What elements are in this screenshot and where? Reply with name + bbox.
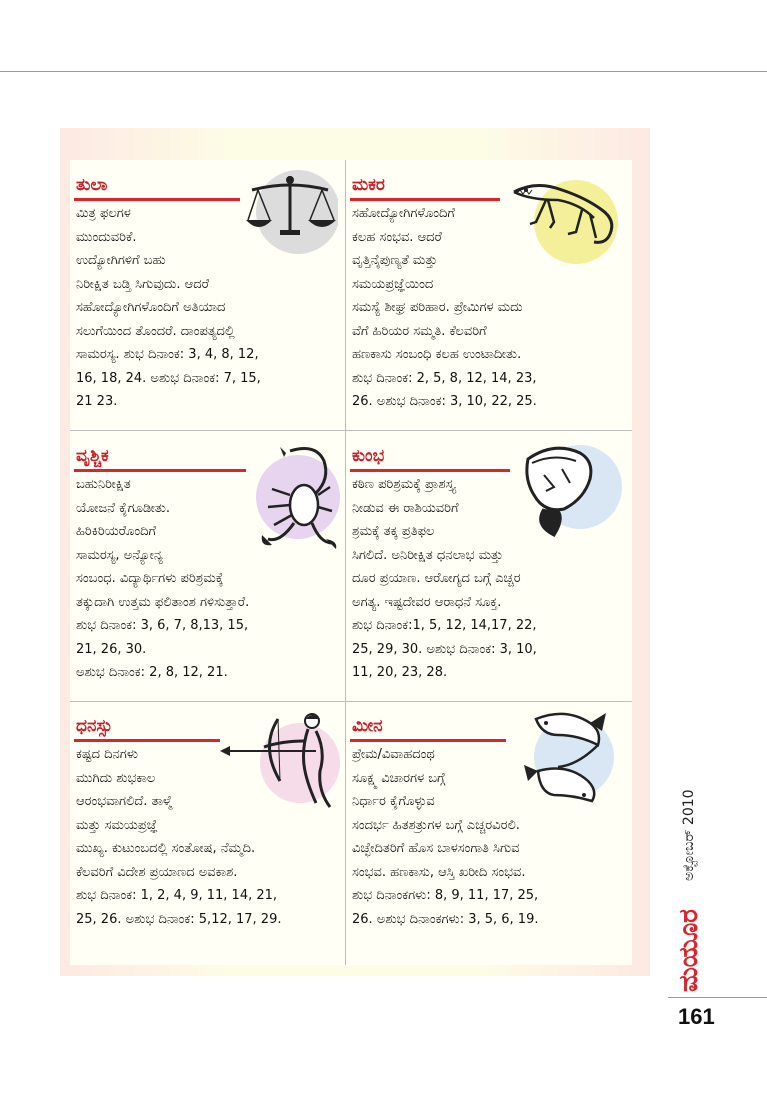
sign-text: ಸಹೋದ್ಯೋಗಿಗಳೊಂದಿಗೆ ಕಲಹ ಸಂಭವ. ಆದರೆ ವೃತ್ತಿನೈಪುಣ್ಯತೆ ಮತ್ತು ಸಮಯಪ್ರಜ್ಞೆಯಿಂದ ಸಮಸ್ಯೆ ಶೀಘ್ರ ಪರಿಹಾರ. ಪ್ರೇಮಿಗಳ ಮದು ವೆಗೆ ಹಿರಿಯರ ಸಮ್ಮತಿ. ಕೆಲವರಿಗೆ ಹಣಕಾಸು ಸಂಬಂಧಿ ಕಲಹ ಉಂಟಾದೀತು. ಶುಭ ದಿನಾಂಕ: 2, 5, 8, 12, 14, 23, 26. ಅಶುಭ ದಿನಾಂಕ: 3, 10, 22, 25. — [352, 206, 537, 409]
top-rule — [0, 71, 767, 72]
issue-date: ಅಕ್ಟೋಬರ್ 2010 — [681, 789, 697, 881]
sign-text: ಪ್ರೇಮ/ವಿವಾಹದಂಥ ಸೂಕ್ಷ್ಮ ವಿಚಾರಗಳ ಬಗ್ಗೆ ನಿರ್ಧಾರ ಕೈಗೊಳ್ಳುವ ಸಂದರ್ಭ ಹಿತಶತ್ರುಗಳ ಬಗ್ಗೆ ಎಚ್ಚರವಿರಲಿ. ವಿಚ್ಛೇದಿತರಿಗೆ ಹೊಸ ಬಾಳಸಂಗಾತಿ ಸಿಗುವ ಸಂಭವ. ಹಣಕಾಸು, ಆಸ್ತಿ ಖರೀದಿ ಸಂಭವ. ಶುಭ ದಿನಾಂಕಗಳು: 8, 9, 11, 17, 25, 26. ಅಶುಭ ದಿನಾಂಕಗಳು: 3, 5, 6, 19. — [352, 747, 539, 927]
sign-title: ಮಕರ — [352, 175, 385, 195]
sign-text: ಮಿತ್ರ ಫಲಗಳ ಮುಂದುವರಿಕೆ. ಉದ್ಯೋಗಿಗಳಿಗೆ ಬಹು ನಿರೀಕ್ಷಿತ ಬಡ್ತಿ ಸಿಗುವುದು. ಆದರೆ ಸಹೋದ್ಯೋಗಿಗಳೊಂದಿಗೆ ಅತಿಯಾದ ಸಲುಗೆಯಿಂದ ತೊಂದರೆ. ದಾಂಪತ್ಯದಲ್ಲಿ ಸಾಮರಸ್ಯ. ಶುಭ ದಿನಾಂಕ: 3, 4, 8, 12, 16, 18, 24. ಅಶುಭ ದಿನಾಂಕ: 7, 15, 21 23. — [76, 206, 261, 409]
sign-text: ಬಹುನಿರೀಕ್ಷಿತ ಯೋಜನೆ ಕೈಗೂಡೀತು. ಹಿರಿಕಿರಿಯರೊಂದಿಗೆ ಸಾಮರಸ್ಯ, ಅನ್ಯೋನ್ಯ ಸಂಬಂಧ. ವಿದ್ಯಾರ್ಥಿಗಳು ಪರಿಶ್ರಮಕ್ಕೆ ತಕ್ಕುದಾಗಿ ಉತ್ತಮ ಫಲಿತಾಂಶ ಗಳಿಸುತ್ತಾರೆ. ಶುಭ ದಿನಾಂಕ: 3, 6, 7, 8,13, 15, 21, 26, 30. ಅಶುಭ ದಿನಾಂಕ: 2, 8, 12, 21. — [76, 477, 250, 680]
sign-title: ಕುಂಭ — [352, 446, 385, 466]
sign-text: ಕಠಿಣ ಪರಿಶ್ರಮಕ್ಕೆ ಪ್ರಾಶಸ್ತ್ಯ ನೀಡುವ ಈ ರಾಶಿಯವರಿಗೆ ಶ್ರಮಕ್ಕೆ ತಕ್ಕ ಪ್ರತಿಫಲ ಸಿಗಲಿದೆ. ಅನಿರೀಕ್ಷಿತ ಧನಲಾಭ ಮತ್ತು ದೂರ ಪ್ರಯಾಣ. ಆರೋಗ್ಯದ ಬಗ್ಗೆ ಎಚ್ಚರ ಅಗತ್ಯ. ಇಷ್ಟದೇವರ ಆರಾಧನೆ ಸೂಕ್ತ. ಶುಭ ದಿನಾಂಕ:1, 5, 12, 14,17, 22, 25, 29, 30. ಅಶುಭ ದಿನಾಂಕ: 3, 10, 11, 20, 23, 28. — [352, 477, 537, 680]
sign-text: ಕಷ್ಟದ ದಿನಗಳು ಮುಗಿದು ಶುಭಕಾಲ ಆರಂಭವಾಗಲಿದೆ. ತಾಳ್ಮೆ ಮತ್ತು ಸಮಯಪ್ರಜ್ಞೆ ಮುಖ್ಯ. ಕುಟುಂಬದಲ್ಲಿ ಸಂತೋಷ, ನೆಮ್ಮದಿ. ಕೆಲವರಿಗೆ ವಿದೇಶ ಪ್ರಯಾಣದ ಅವಕಾಶ. ಶುಭ ದಿನಾಂಕ: 1, 2, 4, 9, 11, 14, 21, 25, 26. ಅಶುಭ ದಿನಾಂಕ: 5,12, 17, 29. — [76, 747, 282, 927]
title-underline — [74, 469, 246, 472]
magazine-masthead: ಮಯೂರ — [674, 909, 704, 993]
title-underline — [74, 198, 240, 201]
row-divider-1 — [70, 430, 632, 431]
sign-title: ತುಲಾ — [76, 175, 108, 195]
sign-scorpio — [70, 445, 345, 701]
sign-sagittarius — [70, 715, 345, 965]
sign-libra — [70, 174, 345, 430]
sign-pisces — [346, 715, 632, 965]
title-underline — [74, 739, 220, 742]
sign-title: ಧನಸ್ಸು — [76, 716, 113, 736]
title-underline — [350, 469, 510, 472]
title-underline — [350, 739, 506, 742]
sign-aquarius — [346, 445, 632, 701]
page-number: 161 — [678, 1004, 715, 1029]
folio-rule — [668, 997, 767, 998]
row-divider-2 — [70, 701, 632, 702]
horoscope-panel — [60, 128, 650, 976]
sign-capricorn — [346, 174, 632, 430]
title-underline — [350, 198, 500, 201]
sign-title: ಮೀನ — [352, 716, 383, 736]
sign-title: ವೃಶ್ಚಿಕ — [76, 446, 109, 466]
horoscope-grid — [70, 160, 632, 965]
